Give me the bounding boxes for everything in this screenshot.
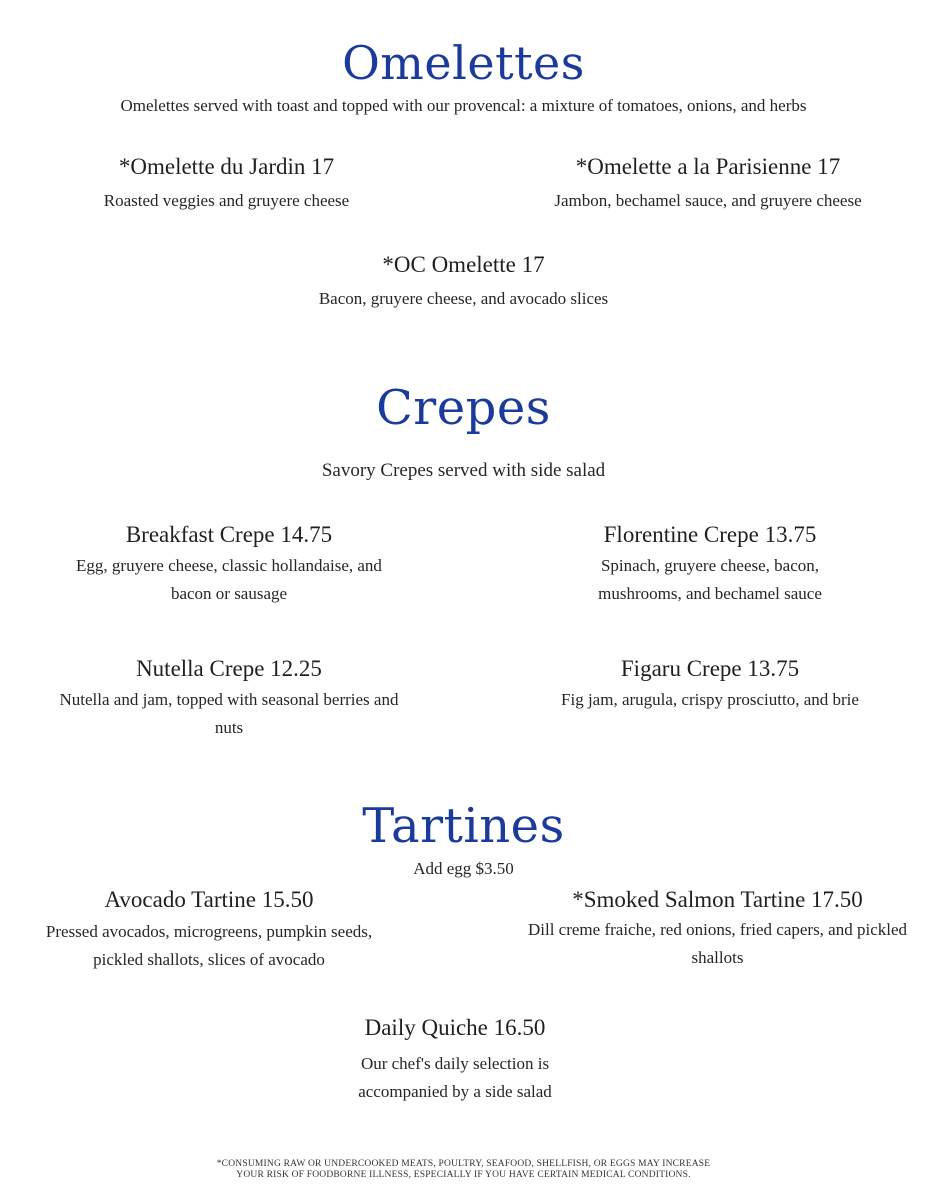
menu-item-description: Nutella and jam, topped with seasonal berries and nuts bbox=[59, 690, 399, 737]
menu-item-description: Fig jam, arugula, crispy prosciutto, and brie bbox=[561, 690, 859, 709]
food-safety-disclaimer bbox=[0, 1159, 927, 1181]
crepes-heading: Crepes bbox=[376, 380, 551, 436]
menu-item-description: Roasted veggies and gruyere cheese bbox=[103, 191, 350, 210]
menu-item-name: Daily Quiche 16.50 bbox=[364, 1015, 546, 1040]
disclaimer-line-2: YOUR RISK OF FOODBORNE ILLNESS, ESPECIALLY IF YOU HAVE CERTAIN MEDICAL CONDITIONS. bbox=[236, 1170, 691, 1180]
omelettes-subtitle: Omelettes served with toast and topped with our provencal: a mixture of tomatoes, onions, and herbs bbox=[120, 96, 807, 115]
menu-item-description: Dill creme fraiche, red onions, fried capers, and pickled shallots bbox=[527, 920, 908, 967]
menu-item-description: Bacon, gruyere cheese, and avocado slices bbox=[318, 289, 609, 308]
menu-item-name: Figaru Crepe 13.75 bbox=[620, 656, 800, 681]
menu-item-description: Jambon, bechamel sauce, and gruyere cheese bbox=[554, 191, 862, 210]
crepes-subtitle: Savory Crepes served with side salad bbox=[321, 460, 606, 481]
menu-item-name: *Smoked Salmon Tartine 17.50 bbox=[572, 887, 863, 912]
menu-item-description: Spinach, gruyere cheese, bacon, mushrooms, and bechamel sauce bbox=[598, 556, 822, 603]
menu-item-name: Nutella Crepe 12.25 bbox=[136, 656, 322, 681]
menu-item-description: Egg, gruyere cheese, classic hollandaise, and bacon or sausage bbox=[76, 556, 382, 603]
menu-item-name: Avocado Tartine 15.50 bbox=[104, 887, 314, 912]
menu-item-name: *OC Omelette 17 bbox=[382, 252, 545, 277]
menu-item-description: Pressed avocados, microgreens, pumpkin seeds, pickled shallots, slices of avocado bbox=[45, 922, 373, 969]
menu-item-name: *Omelette a la Parisienne 17 bbox=[575, 154, 841, 179]
disclaimer-line-1: *CONSUMING RAW OR UNDERCOOKED MEATS, POULTRY, SEAFOOD, SHELLFISH, OR EGGS MAY INCREASE bbox=[216, 1159, 711, 1169]
omelettes-heading: Omelettes bbox=[342, 36, 585, 90]
tartines-heading: Tartines bbox=[362, 798, 565, 854]
menu-item-name: Breakfast Crepe 14.75 bbox=[125, 522, 333, 547]
menu-item-name: *Omelette du Jardin 17 bbox=[118, 154, 335, 179]
menu-item-name: Florentine Crepe 13.75 bbox=[603, 522, 817, 547]
tartines-subtitle: Add egg $3.50 bbox=[413, 859, 514, 878]
menu-item-description: Our chef's daily selection is accompanied by a side salad bbox=[358, 1054, 552, 1101]
